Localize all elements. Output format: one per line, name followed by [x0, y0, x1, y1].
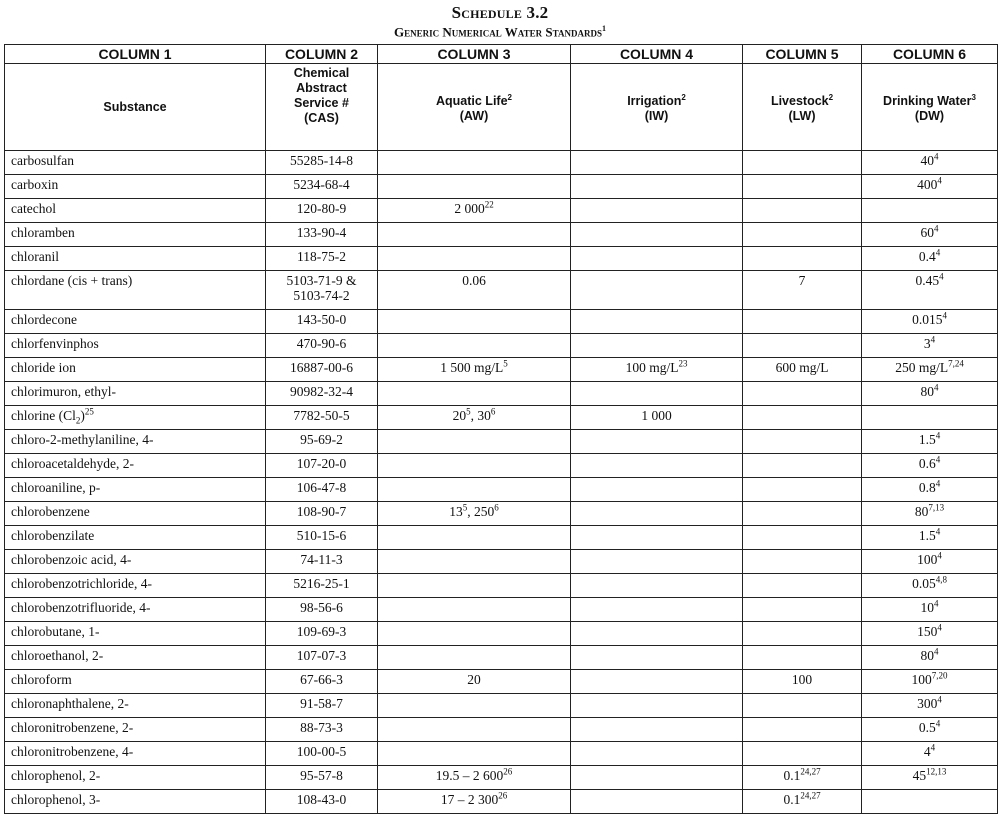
table-row [5, 502, 998, 526]
substance-name: chloramben [5, 223, 266, 247]
footnote-ref: 26 [503, 766, 513, 777]
footnote-ref: 24,27 [800, 766, 821, 777]
substance-name: chlorimuron, ethyl- [5, 382, 266, 406]
footnote-ref: 4 [930, 742, 936, 753]
footnote-ref: 24,27 [800, 790, 821, 801]
table-row [5, 310, 998, 334]
irrigation-value: 100 $mg/L^{23}$ [571, 358, 743, 382]
table-row [5, 271, 998, 310]
schedule-subtitle [0, 22, 1000, 39]
table-row [5, 790, 998, 814]
footnote-ref: 4 [934, 598, 939, 609]
irrigation-value [571, 334, 743, 358]
footnote-ref: 4 [935, 430, 941, 441]
footnote-ref: 4 [934, 223, 939, 234]
irrigation-value [571, 550, 743, 574]
cas-number: 108-90-7 [266, 502, 378, 526]
irrigation-value [571, 223, 743, 247]
livestock-value [743, 175, 862, 199]
substance-name: chlorobenzilate [5, 526, 266, 550]
cas-number: 100-00-5 [266, 742, 378, 766]
cas-header-line: Chemical [293, 66, 350, 80]
table-row [5, 742, 998, 766]
drinking-water-value: $100^4$ [862, 550, 998, 574]
substance-name: chlorophenol, 2- [5, 766, 266, 790]
irrigation-value [571, 526, 743, 550]
cas-number: 5103-71-9 & 5103-74-2 [266, 271, 378, 310]
footnote-ref: 26 [498, 790, 508, 801]
table-row [5, 574, 998, 598]
livestock-value [743, 718, 862, 742]
footnote-ref: 4 [937, 694, 942, 705]
drinking-water-value: 0.45$^4$ [862, 271, 998, 310]
substance-header: Substance [5, 64, 266, 151]
cas-number: 95-57-8 [266, 766, 378, 790]
substance-name: chlorobenzotrichloride, 4- [5, 574, 266, 598]
footnote-ref: 4 [935, 247, 941, 258]
livestock-value [743, 742, 862, 766]
aquatic-life-abbr: (AW) [459, 109, 489, 124]
cas-number: 74-11-3 [266, 550, 378, 574]
footnote-ref: 4 [935, 478, 941, 489]
substance-name: chloranil [5, 247, 266, 271]
drinking-water-value: $150^4$ [862, 622, 998, 646]
irrigation-value [571, 766, 743, 790]
aquatic-life-value [378, 310, 571, 334]
aquatic-life-value [378, 646, 571, 670]
cas-number: 95-69-2 [266, 430, 378, 454]
substance-name: chlorophenol, 3- [5, 790, 266, 814]
aquatic-life-value [378, 598, 571, 622]
drinking-water-abbr: (DW) [914, 109, 945, 124]
table-row [5, 334, 998, 358]
table-row [5, 478, 998, 502]
livestock-value [743, 454, 862, 478]
table-row [5, 223, 998, 247]
schedule-subtitle-footnote: 1 [601, 24, 606, 33]
aquatic-life-value: 17 – 2 $300^{26}$ [378, 790, 571, 814]
footnote-ref: 4 [935, 454, 941, 465]
substance-name: chlorobutane, 1- [5, 622, 266, 646]
footnote-ref: 5 [462, 502, 468, 513]
livestock-value [743, 526, 862, 550]
irrigation-value [571, 478, 743, 502]
cas-number: 98-56-6 [266, 598, 378, 622]
footnote-ref: 23 [678, 358, 688, 369]
table-row [5, 454, 998, 478]
aquatic-life-label: Aquatic Life$^2$ [436, 92, 512, 109]
drinking-water-value: 0.015$^4$ [862, 310, 998, 334]
irrigation-value [571, 790, 743, 814]
cas-number: 5216-25-1 [266, 574, 378, 598]
footnote-ref: 25 [84, 406, 94, 417]
drinking-water-header [862, 64, 998, 151]
aquatic-life-value [378, 454, 571, 478]
footnote-ref: 6 [490, 406, 496, 417]
table-row [5, 382, 998, 406]
drinking-water-value: 250 $mg/L^{7,24}$ [862, 358, 998, 382]
column-header-1: COLUMN 1 [5, 45, 266, 64]
livestock-value: 600 mg/L [743, 358, 862, 382]
table-row [5, 766, 998, 790]
aquatic-life-value [378, 718, 571, 742]
table-row [5, 718, 998, 742]
substance-name: chlordecone [5, 310, 266, 334]
drinking-water-value: $0.5^4$ [862, 718, 998, 742]
substance-name: chloronaphthalene, 2- [5, 694, 266, 718]
cas-number: 90982-32-4 [266, 382, 378, 406]
schedule-title: Schedule 3.2 [451, 3, 549, 22]
irrigation-value: 1 000 [571, 406, 743, 430]
footnote-ref: 4 [934, 382, 939, 393]
drinking-water-value: $1.5^4$ [862, 526, 998, 550]
aquatic-life-value: 1 500 $mg/L^5$ [378, 358, 571, 382]
livestock-value [743, 223, 862, 247]
cas-number: 118-75-2 [266, 247, 378, 271]
irrigation-value [571, 382, 743, 406]
substance-name: chloronitrobenzene, 4- [5, 742, 266, 766]
footnote-ref: 4 [937, 622, 942, 633]
water-standards-table [4, 44, 998, 814]
irrigation-value [571, 742, 743, 766]
aquatic-life-value [378, 526, 571, 550]
footnote-ref: 4 [937, 175, 942, 186]
footnote-ref: 12,13 [926, 766, 947, 777]
livestock-abbr: (LW) [788, 109, 816, 124]
aquatic-life-value [378, 694, 571, 718]
cas-number: 67-66-3 [266, 670, 378, 694]
irrigation-value [571, 502, 743, 526]
table-row [5, 694, 998, 718]
table-row [5, 406, 998, 430]
livestock-value: 7 [743, 271, 862, 310]
footnote-ref: 4 [930, 334, 936, 345]
livestock-value [743, 694, 862, 718]
substance-name: chloroacetaldehyde, 2- [5, 454, 266, 478]
cas-header-line: Abstract [296, 81, 347, 95]
substance-name: catechol [5, 199, 266, 223]
livestock-label: Livestock$^2$ [770, 92, 834, 109]
footnote-ref: 5 [503, 358, 508, 369]
substance-name: chloronitrobenzene, 2- [5, 718, 266, 742]
irrigation-value [571, 694, 743, 718]
schedule-subtitle-text: Generic Numerical Water Standards [394, 24, 602, 40]
aquatic-life-header [378, 64, 571, 151]
cas-number: 510-15-6 [266, 526, 378, 550]
livestock-value: 0.1$^{24,27}$ [743, 790, 862, 814]
footnote-ref: 4 [935, 718, 941, 729]
livestock-value [743, 151, 862, 175]
footnote-ref: 4 [935, 526, 941, 537]
footnote-ref: 7,13 [928, 502, 945, 513]
drinking-water-value: $300^4$ [862, 694, 998, 718]
livestock-header [743, 64, 862, 151]
column-header-5: COLUMN 5 [743, 45, 862, 64]
substance-name: carbosulfan [5, 151, 266, 175]
table-row [5, 622, 998, 646]
drinking-water-label: Drinking Water$^3$ [883, 92, 976, 109]
cas-number: 143-50-0 [266, 310, 378, 334]
livestock-value [743, 334, 862, 358]
substance-name: chlordane (cis + trans) [5, 271, 266, 310]
drinking-water-value: $80^4$ [862, 382, 998, 406]
irrigation-header [571, 64, 743, 151]
substance-name: chloroform [5, 670, 266, 694]
cas-header-line: Service # [294, 96, 349, 110]
aquatic-life-value: 20 [378, 670, 571, 694]
livestock-value [743, 550, 862, 574]
cas-number: 109-69-3 [266, 622, 378, 646]
irrigation-value [571, 598, 743, 622]
irrigation-value [571, 454, 743, 478]
drinking-water-value: 80$^{7,13}$ [862, 502, 998, 526]
cas-number: 108-43-0 [266, 790, 378, 814]
aquatic-life-value: $13^5$, $250^6$ [378, 502, 571, 526]
footnote-ref: 7,20 [931, 670, 948, 681]
aquatic-life-value [378, 247, 571, 271]
irrigation-value [571, 670, 743, 694]
cas-number: 91-58-7 [266, 694, 378, 718]
table-row [5, 247, 998, 271]
livestock-value [743, 502, 862, 526]
drinking-water-value: $400^4$ [862, 175, 998, 199]
cas-number: 7782-50-5 [266, 406, 378, 430]
drinking-water-value: $80^4$ [862, 646, 998, 670]
livestock-value: 100 [743, 670, 862, 694]
drinking-water-value [862, 406, 998, 430]
livestock-value [743, 310, 862, 334]
drinking-water-value: $0.4^4$ [862, 247, 998, 271]
table-row [5, 175, 998, 199]
table-row [5, 598, 998, 622]
irrigation-value [571, 310, 743, 334]
table-row [5, 358, 998, 382]
irrigation-value [571, 430, 743, 454]
drinking-water-value: $3^4$ [862, 334, 998, 358]
substance-name: carboxin [5, 175, 266, 199]
livestock-value [743, 382, 862, 406]
aquatic-life-value [378, 742, 571, 766]
aquatic-life-value [378, 151, 571, 175]
drinking-water-value: 45$^{12,13}$ [862, 766, 998, 790]
substance-name: chloro-2-methylaniline, 4- [5, 430, 266, 454]
table-row [5, 526, 998, 550]
table-row [5, 550, 998, 574]
table-row [5, 151, 998, 175]
cas-number: 107-07-3 [266, 646, 378, 670]
drinking-water-value: $40^4$ [862, 151, 998, 175]
livestock-value [743, 478, 862, 502]
irrigation-abbr: (IW) [644, 109, 669, 124]
footnote-ref: 4 [937, 550, 942, 561]
footnote-ref: 4 [934, 646, 939, 657]
substance-name: chlorine $(Cl_2)^{25}$ [5, 406, 266, 430]
substance-name: chloride ion [5, 358, 266, 382]
column-header-4: COLUMN 4 [571, 45, 743, 64]
livestock-value: 0.1$^{24,27}$ [743, 766, 862, 790]
livestock-value [743, 406, 862, 430]
drinking-water-value: $4^4$ [862, 742, 998, 766]
cas-number: 120-80-9 [266, 199, 378, 223]
irrigation-label: Irrigation$^2$ [627, 92, 686, 109]
substance-name: chlorobenzotrifluoride, 4- [5, 598, 266, 622]
aquatic-life-value [378, 574, 571, 598]
drinking-water-value: $0.8^4$ [862, 478, 998, 502]
footnote-ref: 7,24 [948, 358, 964, 369]
cas-number: 470-90-6 [266, 334, 378, 358]
column-header-3: COLUMN 3 [378, 45, 571, 64]
livestock-value [743, 598, 862, 622]
aquatic-life-value: 2 $000^{22}$ [378, 199, 571, 223]
irrigation-value [571, 151, 743, 175]
column-header-2: COLUMN 2 [266, 45, 378, 64]
table-row [5, 646, 998, 670]
aquatic-life-value [378, 334, 571, 358]
livestock-value [743, 574, 862, 598]
drinking-water-value [862, 199, 998, 223]
aquatic-life-value [378, 550, 571, 574]
substance-name: chlorobenzoic acid, 4- [5, 550, 266, 574]
cas-number: 16887-00-6 [266, 358, 378, 382]
column-number-row [5, 45, 998, 64]
footnote-ref: 3 [971, 92, 976, 102]
aquatic-life-value [378, 430, 571, 454]
cas-number: 133-90-4 [266, 223, 378, 247]
footnote-ref: 4 [934, 151, 939, 162]
cas-number: 5234-68-4 [266, 175, 378, 199]
drinking-water-value: $1.5^4$ [862, 430, 998, 454]
column-header-6: COLUMN 6 [862, 45, 998, 64]
cas-number: 55285-14-8 [266, 151, 378, 175]
irrigation-value [571, 718, 743, 742]
aquatic-life-value [378, 175, 571, 199]
irrigation-value [571, 646, 743, 670]
column-description-row [5, 64, 998, 151]
irrigation-value [571, 574, 743, 598]
aquatic-life-value: 0.06 [378, 271, 571, 310]
cas-number: 106-47-8 [266, 478, 378, 502]
livestock-value [743, 199, 862, 223]
aquatic-life-value [378, 622, 571, 646]
irrigation-value [571, 175, 743, 199]
irrigation-value [571, 199, 743, 223]
aquatic-life-value: 19.5 – 2 $600^{26}$ [378, 766, 571, 790]
drinking-water-value: $60^4$ [862, 223, 998, 247]
drinking-water-value: 100$^{7,20}$ [862, 670, 998, 694]
table-row [5, 670, 998, 694]
substance-name: chloroaniline, p- [5, 478, 266, 502]
irrigation-value [571, 622, 743, 646]
drinking-water-value [862, 790, 998, 814]
schedule-title-block [0, 4, 1000, 39]
footnote-ref: 2 [828, 92, 834, 102]
aquatic-life-value: $20^5$, $30^6$ [378, 406, 571, 430]
substance-name: chloroethanol, 2- [5, 646, 266, 670]
livestock-value [743, 247, 862, 271]
substance-name: chlorfenvinphos [5, 334, 266, 358]
livestock-value [743, 646, 862, 670]
cas-header-line: (CAS) [304, 111, 339, 125]
footnote-ref: 2 [681, 92, 686, 102]
irrigation-value [571, 271, 743, 310]
footnote-ref: 5 [466, 406, 471, 417]
footnote-ref: 6 [494, 502, 499, 513]
drinking-water-value: $10^4$ [862, 598, 998, 622]
aquatic-life-value [378, 223, 571, 247]
footnote-ref: 4 [939, 271, 944, 282]
aquatic-life-value [378, 478, 571, 502]
footnote-ref: 2 [507, 92, 512, 102]
cas-number: 88-73-3 [266, 718, 378, 742]
aquatic-life-value [378, 382, 571, 406]
table-row [5, 199, 998, 223]
table-row [5, 430, 998, 454]
cas-number: 107-20-0 [266, 454, 378, 478]
drinking-water-value: 0.05$^{4,8}$ [862, 574, 998, 598]
livestock-value [743, 622, 862, 646]
irrigation-value [571, 247, 743, 271]
footnote-ref: 22 [484, 199, 494, 210]
livestock-value [743, 430, 862, 454]
drinking-water-value: $0.6^4$ [862, 454, 998, 478]
footnote-ref: 4 [942, 310, 947, 321]
footnote-ref: 4,8 [935, 574, 947, 585]
cas-header [266, 64, 378, 151]
substance-name: chlorobenzene [5, 502, 266, 526]
